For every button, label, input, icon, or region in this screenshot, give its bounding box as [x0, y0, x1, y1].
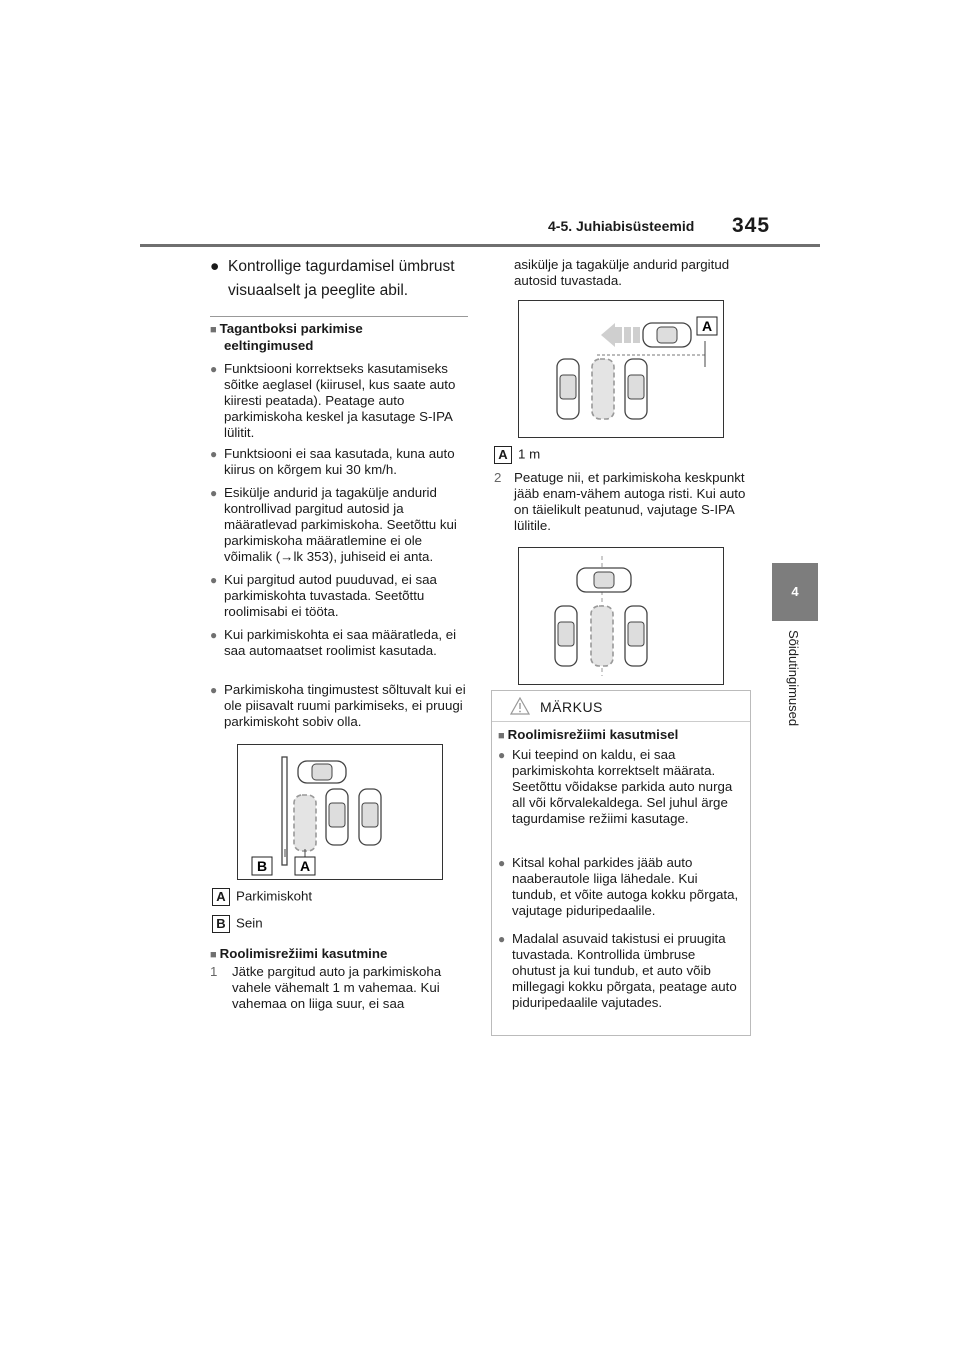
divider — [210, 316, 468, 317]
section2-title — [210, 946, 387, 963]
chapter-tab — [772, 563, 818, 621]
parking-diagram-1 — [238, 745, 442, 879]
square-bullet-icon: ■ — [498, 730, 505, 742]
section1-title — [210, 321, 470, 354]
square-bullet-icon: ■ — [210, 324, 217, 336]
car-icon — [298, 761, 346, 783]
bullet-dot-icon: ● — [498, 748, 506, 762]
list-item-text: Madalal asuvaid takistusi ei pruugita tuvastada. Kontrollida ümbruse ohutust ja kui tundub, et auto võib millegagi kokku põrgata, peatage auto piduripedaalile vajutades. — [512, 931, 737, 1010]
step-2 — [494, 470, 750, 534]
parked-car-icon — [625, 359, 647, 419]
chapter-label: Sõidutingimused — [786, 630, 801, 727]
list-item — [210, 446, 466, 478]
list-item-text: Kui teepind on kaldu, ei saa parkimiskohta korrektselt määrata. Seetõttu võidakse parkida auto nurga all või kõrvalekaldega. Sel juhul ärge tagurdamise režiimi kasutage. — [512, 747, 733, 826]
chapter-number: 4 — [791, 584, 799, 599]
bullet-dot-icon: ● — [210, 573, 218, 587]
figure-parking-spot — [237, 744, 443, 880]
car-icon — [643, 323, 691, 347]
car-icon — [577, 568, 631, 592]
list-item — [210, 485, 466, 565]
arrow-left-icon — [601, 323, 640, 347]
step-number: 2 — [494, 470, 502, 485]
warning-icon — [510, 697, 530, 715]
header-rule — [140, 244, 820, 247]
list-item — [210, 627, 466, 659]
bullet-dot-icon: ● — [210, 683, 218, 697]
legend-key: B — [212, 915, 230, 933]
list-item-text: Esikülje andurid ja tagakülje andurid kontrollivad pargitud autosid ja määratlevad parkimiskoha. Seetõttu kui parkimiskoha määratlemine ei ole võimalik (→lk 353), juhiseid ei anta. — [224, 485, 457, 564]
intro-line-1: Kontrollige tagurdamisel ümbrust — [228, 258, 455, 275]
bullet-dot-icon: ● — [498, 856, 506, 870]
figure-distance — [518, 300, 724, 438]
list-item-text: Funktsiooni korrektseks kasutamiseks sõitke aeglasel (kiirusel, kus saate auto kiiresti peatada). Peatage auto parkimiskoha keskel ja kasutage S-IPA lülitit. — [224, 361, 456, 440]
bullet-dot-icon: ● — [210, 486, 218, 500]
list-item — [210, 572, 466, 620]
parked-car-icon — [326, 789, 348, 845]
intro-line-2: visuaalselt ja peeglite abil. — [228, 282, 409, 299]
note-title: MÄRKUS — [540, 699, 603, 715]
list-item — [498, 931, 742, 1011]
figure1-label-b: B — [256, 858, 268, 874]
intro-bullet — [210, 255, 470, 303]
step-1 — [210, 964, 466, 1012]
parking-diagram-3 — [519, 548, 723, 684]
bullet-dot-icon: ● — [210, 258, 220, 275]
legend-a-right — [494, 446, 540, 464]
list-item — [210, 682, 466, 730]
parked-car-icon — [555, 606, 577, 666]
section1-title-line1: Tagantboksi parkimise — [219, 321, 363, 336]
figure2-label-a: A — [701, 318, 713, 334]
legend-text: Parkimiskoht — [236, 888, 313, 904]
bullet-dot-icon: ● — [210, 447, 218, 461]
legend-text: Sein — [236, 915, 263, 931]
note-subtitle-text: Roolimisrežiimi kasutmisel — [507, 727, 679, 742]
bullet-dot-icon: ● — [498, 932, 506, 946]
figure1-label-a: A — [299, 858, 311, 874]
note-box — [491, 690, 751, 1036]
list-item — [498, 747, 742, 827]
parking-diagram-2 — [519, 301, 723, 437]
page-number: 345 — [732, 214, 771, 237]
step-number: 1 — [210, 964, 218, 979]
square-bullet-icon: ■ — [210, 949, 217, 961]
legend-a — [212, 888, 312, 906]
list-item-text: Parkimiskoha tingimustest sõltuvalt kui ei ole piisavalt ruumi parkimiseks, ei pruugi parkimiskoht sobiv olla. — [224, 682, 466, 729]
parked-car-icon — [625, 606, 647, 666]
list-item-text: Kitsal kohal parkides jääb auto naaberautole liiga lähedale. Kui tundub, et võite autoga kokku põrgata, vajutage piduripedaalile. — [512, 855, 739, 918]
parked-car-icon — [359, 789, 381, 845]
list-item-text: Kui pargitud autod puuduvad, ei saa parkimiskohta tuvastada. Seetõttu roolimisabi ei tööta. — [224, 572, 437, 619]
continued-text: asikülje ja tagakülje andurid pargitud autosid tuvastada. — [514, 257, 730, 288]
parked-car-icon — [557, 359, 579, 419]
legend-key: A — [212, 888, 230, 906]
step-text: Peatuge nii, et parkimiskoha keskpunkt jääb enam-vähem autoga risti. Kui auto on täielikult peatunud, vajutage S-IPA lülitile. — [514, 470, 746, 533]
list-item — [210, 361, 466, 441]
section2-title-text: Roolimisrežiimi kasutmine — [219, 946, 388, 961]
note-subtitle — [498, 727, 678, 744]
legend-text: 1 m — [518, 446, 541, 462]
list-item — [498, 855, 742, 919]
note-header — [492, 691, 750, 722]
legend-b — [212, 915, 263, 933]
list-item-text: Funktsiooni ei saa kasutada, kuna auto kiirus on kõrgem kui 30 km/h. — [224, 446, 455, 477]
section-title: 4-5. Juhiabisüsteemid — [548, 218, 695, 234]
bullet-dot-icon: ● — [210, 362, 218, 376]
section1-title-line2: eeltingimused — [224, 338, 314, 353]
list-item-text: Kui parkimiskohta ei saa määratleda, ei saa automaatset roolimist kasutada. — [224, 627, 457, 658]
figure-centered — [518, 547, 724, 685]
legend-key: A — [494, 446, 512, 464]
step-text: Jätke pargitud auto ja parkimiskoha vahele vähemalt 1 m vahemaa. Kui vahemaa on liiga suur, ei saa — [232, 964, 442, 1011]
bullet-dot-icon: ● — [210, 628, 218, 642]
